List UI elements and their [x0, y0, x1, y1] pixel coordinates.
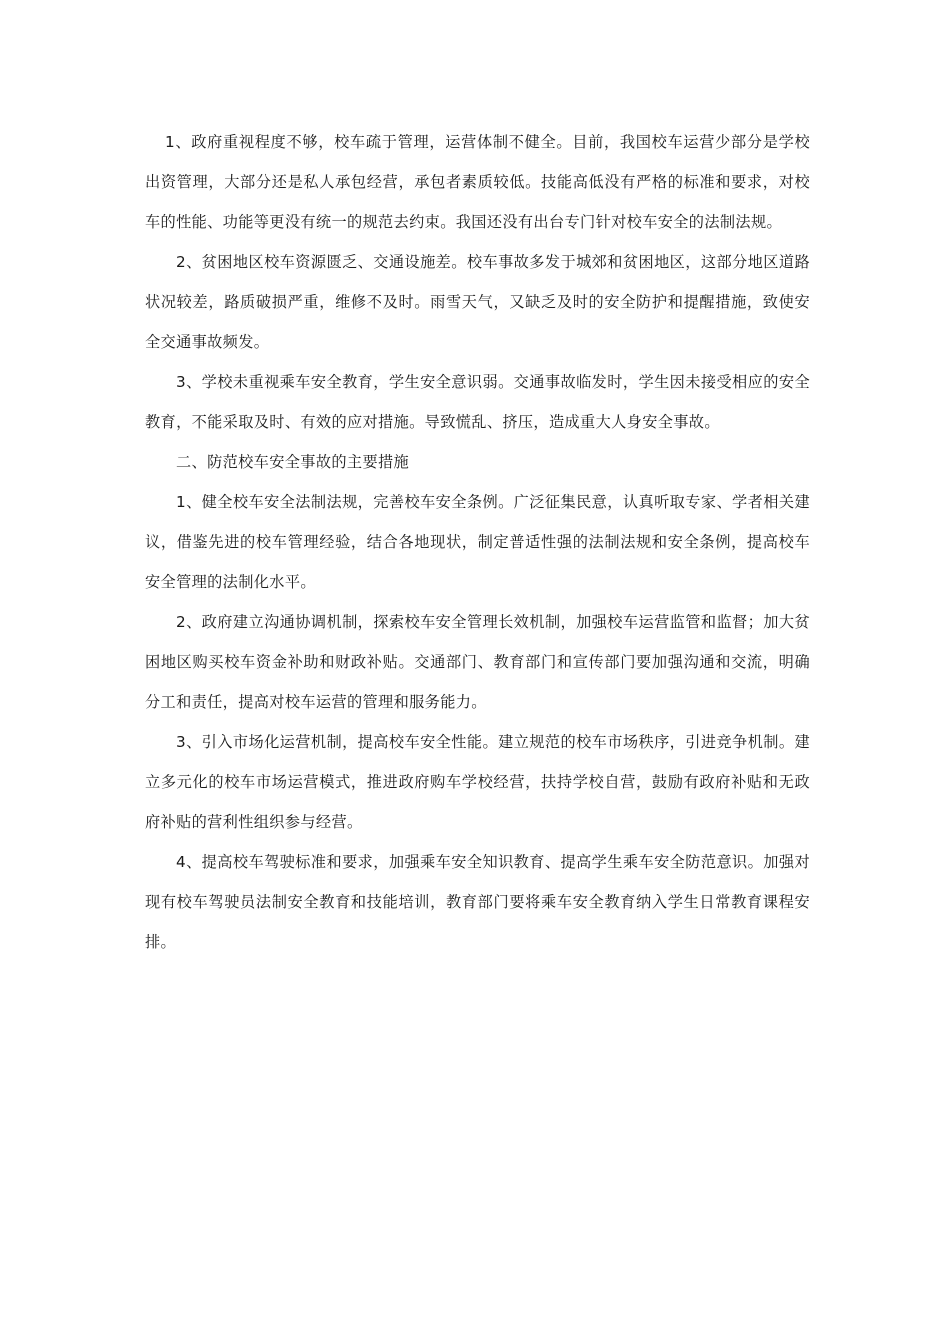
paragraph-measure-2: 2、政府建立沟通协调机制，探索校车安全管理长效机制，加强校车运营监管和监督；加大贫困地区购买校车资金补助和财政补贴。交通部门、教育部门和宣传部门要加强沟通和交流，明确分工和责任，提高对校车运营的管理和服务能力。 [145, 613, 810, 711]
paragraph-problem-2: 2、贫困地区校车资源匮乏、交通设施差。校车事故多发于城郊和贫困地区，这部分地区道路状况较差，路质破损严重，维修不及时。雨雪天气，又缺乏及时的安全防护和提醒措施，致使安全交通事故频发。 [145, 253, 810, 351]
paragraph-problem-1: 1、政府重视程度不够，校车疏于管理，运营体制不健全。目前，我国校车运营少部分是学校出资管理，大部分还是私人承包经营，承包者素质较低。技能高低没有严格的标准和要求，对校车的性能、功能等更没有统一的规范去约束。我国还没有出台专门针对校车安全的法制法规。 [145, 133, 810, 231]
section-heading: 二、防范校车安全事故的主要措施 [176, 453, 410, 471]
paragraph-measure-3: 3、引入市场化运营机制，提高校车安全性能。建立规范的校车市场秩序，引进竞争机制。建立多元化的校车市场运营模式，推进政府购车学校经营，扶持学校自营，鼓励有政府补贴和无政府补贴的营利性组织参与经营。 [145, 733, 810, 831]
paragraph-measure-4: 4、提高校车驾驶标准和要求，加强乘车安全知识教育、提高学生乘车安全防范意识。加强对现有校车驾驶员法制安全教育和技能培训，教育部门要将乘车安全教育纳入学生日常教育课程安排。 [145, 853, 810, 951]
paragraph-problem-3: 3、学校未重视乘车安全教育，学生安全意识弱。交通事故临发时，学生因未接受相应的安全教育，不能采取及时、有效的应对措施。导致慌乱、挤压，造成重大人身安全事故。 [145, 373, 810, 431]
paragraph-measure-1: 1、健全校车安全法制法规，完善校车安全条例。广泛征集民意，认真听取专家、学者相关建议，借鉴先进的校车管理经验，结合各地现状，制定普适性强的法制法规和安全条例，提高校车安全管理的法制化水平。 [145, 493, 810, 591]
document-body [145, 122, 810, 962]
